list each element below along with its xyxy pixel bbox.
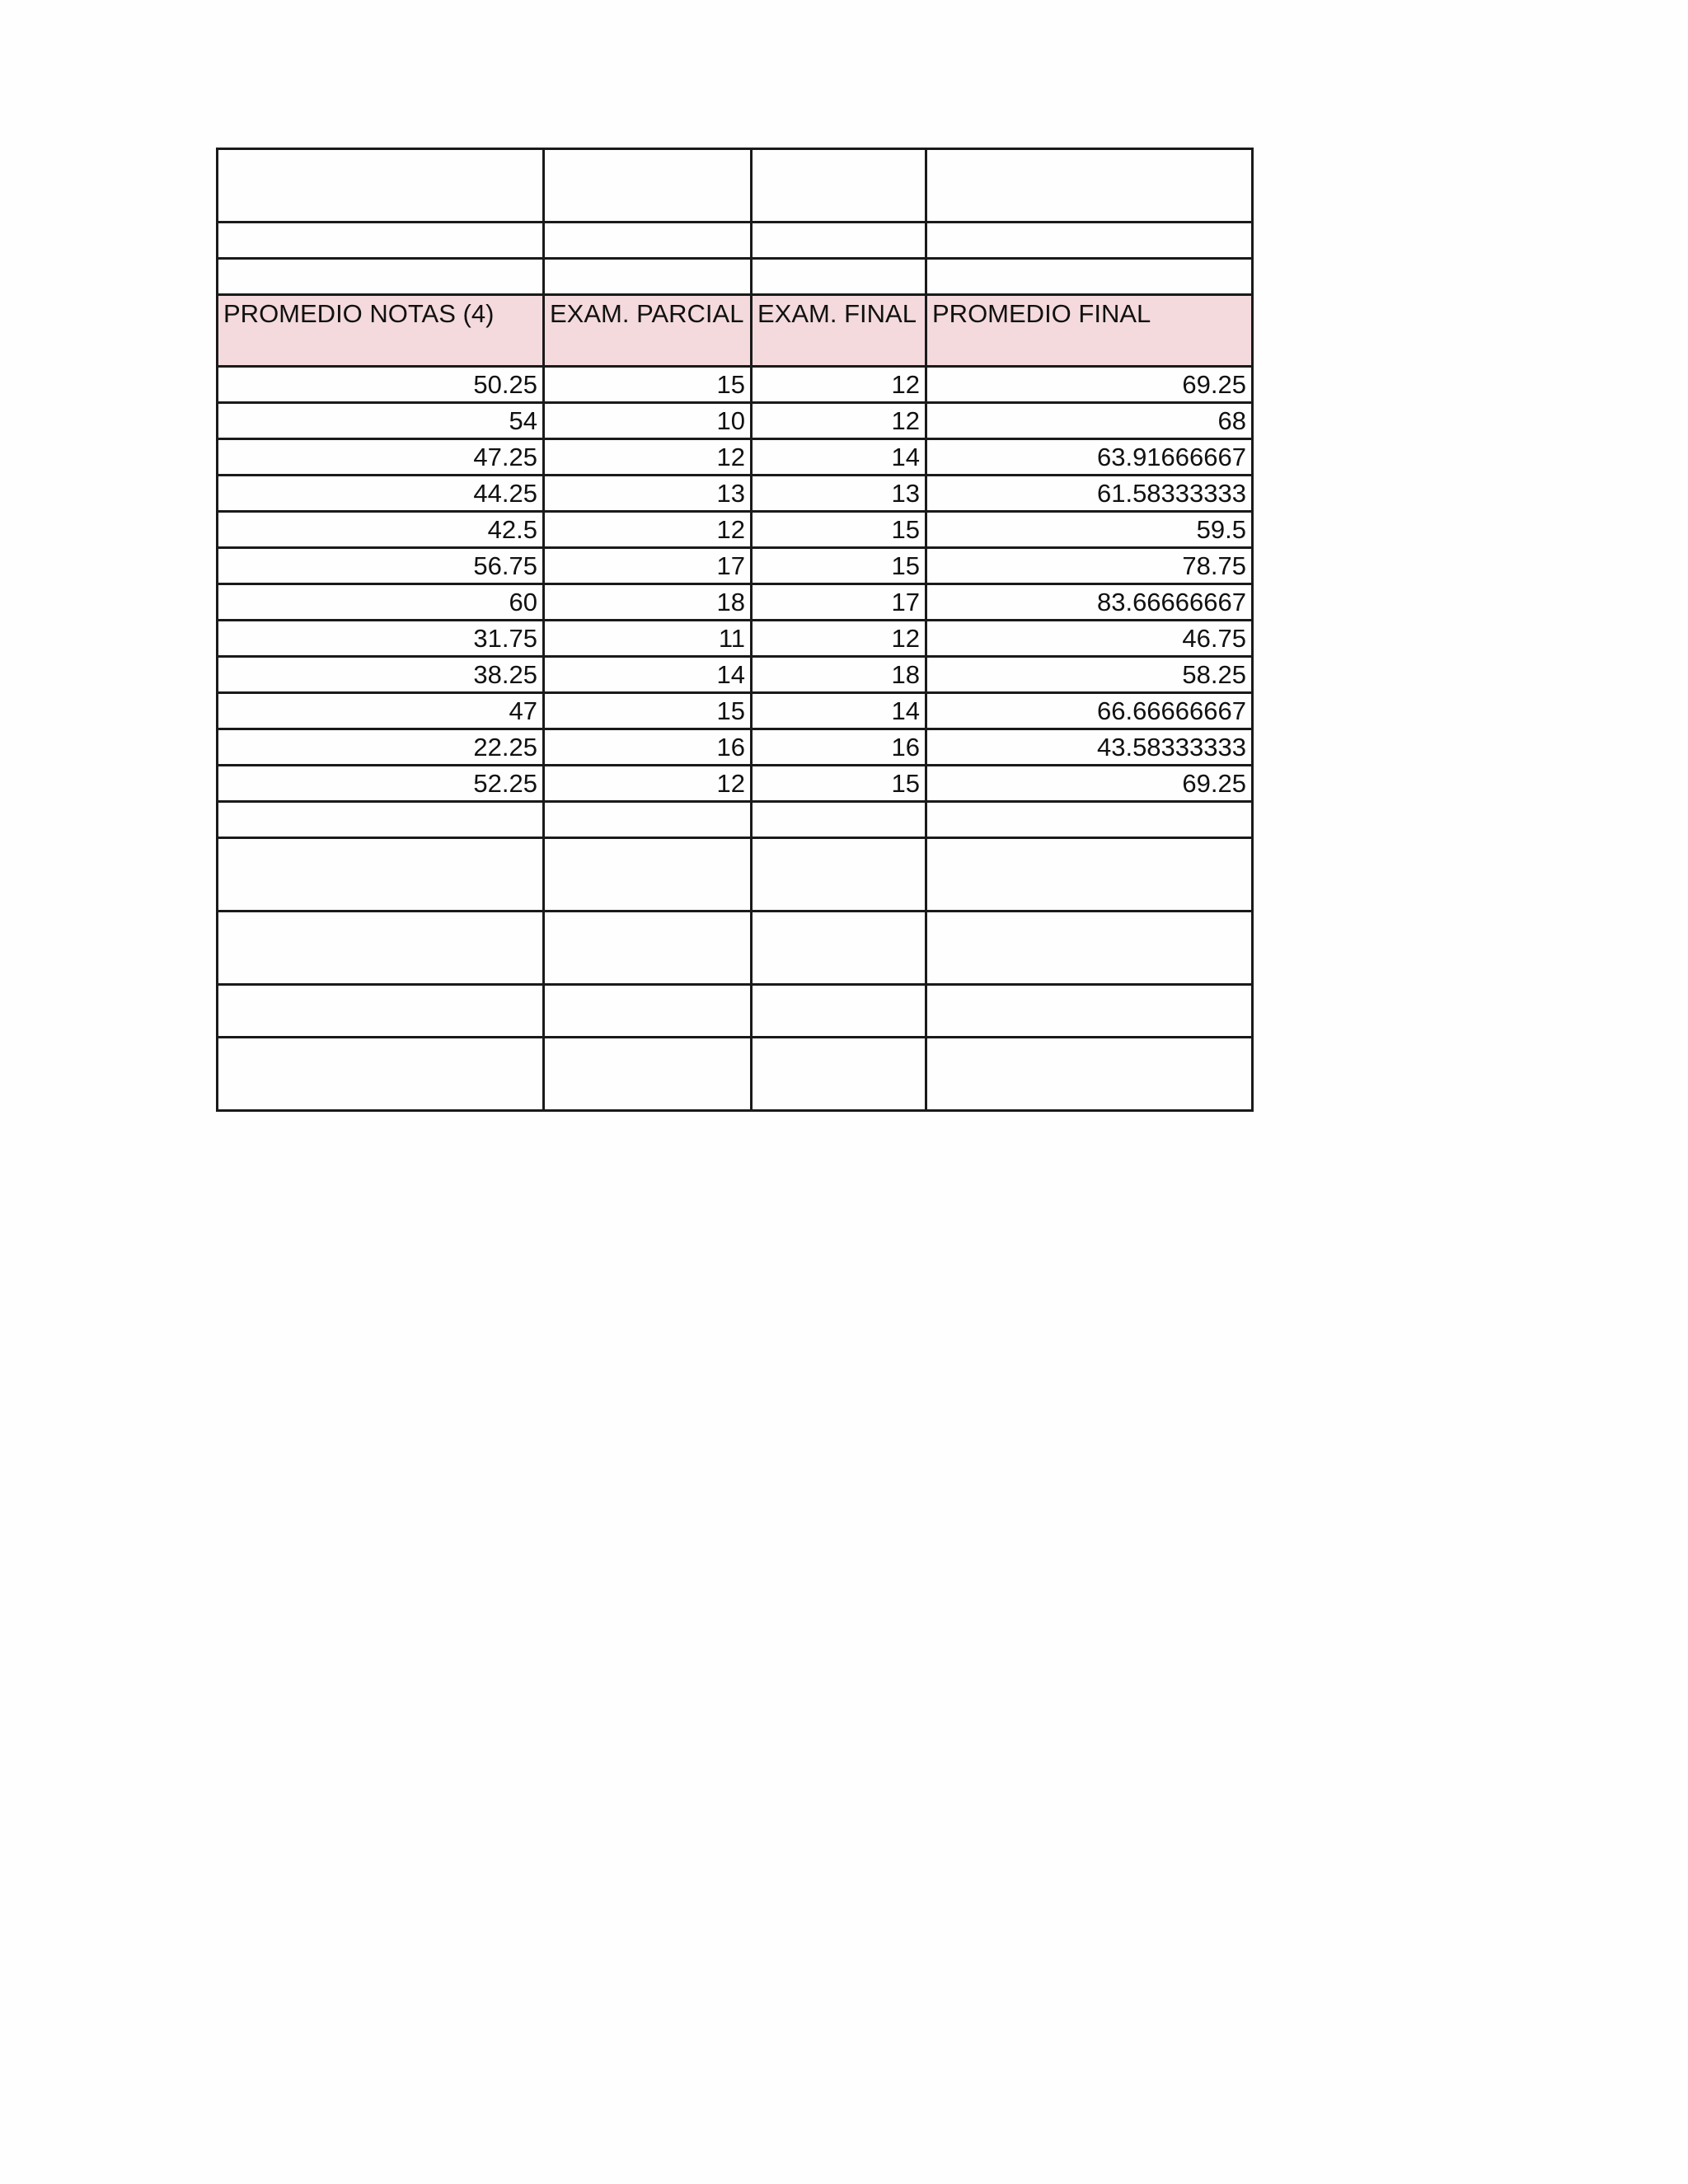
empty-cell[interactable] bbox=[218, 223, 544, 259]
empty-cell[interactable] bbox=[926, 838, 1253, 912]
empty-cell[interactable] bbox=[544, 149, 752, 223]
empty-cell[interactable] bbox=[752, 259, 926, 295]
cell-promedio-final[interactable]: 68 bbox=[926, 403, 1253, 439]
cell-promedio-notas[interactable]: 56.75 bbox=[218, 548, 544, 584]
cell-exam-final[interactable]: 15 bbox=[752, 512, 926, 548]
empty-cell[interactable] bbox=[752, 985, 926, 1038]
table-row bbox=[218, 439, 1253, 476]
empty-cell[interactable] bbox=[218, 1038, 544, 1111]
header-exam-parcial[interactable]: EXAM. PARCIAL bbox=[544, 295, 752, 367]
cell-promedio-notas[interactable]: 44.25 bbox=[218, 476, 544, 512]
empty-cell[interactable] bbox=[926, 912, 1253, 985]
empty-cell[interactable] bbox=[544, 838, 752, 912]
empty-cell[interactable] bbox=[926, 802, 1253, 838]
table-row bbox=[218, 766, 1253, 802]
cell-exam-final[interactable]: 16 bbox=[752, 729, 926, 766]
empty-cell[interactable] bbox=[926, 985, 1253, 1038]
empty-cell[interactable] bbox=[752, 1038, 926, 1111]
table-row bbox=[218, 512, 1253, 548]
cell-promedio-notas[interactable]: 60 bbox=[218, 584, 544, 621]
cell-exam-parcial[interactable]: 10 bbox=[544, 403, 752, 439]
table-row bbox=[218, 584, 1253, 621]
cell-promedio-final[interactable]: 63.91666667 bbox=[926, 439, 1253, 476]
cell-promedio-final[interactable]: 69.25 bbox=[926, 367, 1253, 403]
cell-exam-parcial[interactable]: 17 bbox=[544, 548, 752, 584]
empty-cell[interactable] bbox=[218, 985, 544, 1038]
empty-cell[interactable] bbox=[544, 223, 752, 259]
empty-cell[interactable] bbox=[218, 838, 544, 912]
empty-cell[interactable] bbox=[218, 912, 544, 985]
table-row bbox=[218, 476, 1253, 512]
cell-exam-parcial[interactable]: 15 bbox=[544, 367, 752, 403]
empty-cell[interactable] bbox=[218, 802, 544, 838]
cell-exam-final[interactable]: 12 bbox=[752, 367, 926, 403]
table-body bbox=[218, 149, 1253, 1111]
table-row bbox=[218, 548, 1253, 584]
empty-row bbox=[218, 802, 1253, 838]
cell-promedio-final[interactable]: 78.75 bbox=[926, 548, 1253, 584]
empty-cell[interactable] bbox=[544, 802, 752, 838]
cell-exam-parcial[interactable]: 18 bbox=[544, 584, 752, 621]
cell-promedio-final[interactable]: 59.5 bbox=[926, 512, 1253, 548]
table-row bbox=[218, 621, 1253, 657]
cell-promedio-notas[interactable]: 50.25 bbox=[218, 367, 544, 403]
cell-exam-final[interactable]: 14 bbox=[752, 439, 926, 476]
header-promedio-notas[interactable]: PROMEDIO NOTAS (4) bbox=[218, 295, 544, 367]
cell-promedio-final[interactable]: 66.66666667 bbox=[926, 693, 1253, 729]
empty-cell[interactable] bbox=[544, 985, 752, 1038]
empty-cell[interactable] bbox=[752, 149, 926, 223]
header-row bbox=[218, 295, 1253, 367]
cell-promedio-final[interactable]: 69.25 bbox=[926, 766, 1253, 802]
empty-cell[interactable] bbox=[544, 1038, 752, 1111]
empty-cell[interactable] bbox=[752, 223, 926, 259]
cell-promedio-notas[interactable]: 54 bbox=[218, 403, 544, 439]
cell-promedio-final[interactable]: 83.66666667 bbox=[926, 584, 1253, 621]
cell-promedio-notas[interactable]: 22.25 bbox=[218, 729, 544, 766]
cell-exam-final[interactable]: 15 bbox=[752, 766, 926, 802]
cell-exam-final[interactable]: 17 bbox=[752, 584, 926, 621]
header-promedio-final[interactable]: PROMEDIO FINAL bbox=[926, 295, 1253, 367]
cell-exam-final[interactable]: 15 bbox=[752, 548, 926, 584]
empty-cell[interactable] bbox=[926, 223, 1253, 259]
cell-exam-parcial[interactable]: 11 bbox=[544, 621, 752, 657]
empty-cell[interactable] bbox=[926, 149, 1253, 223]
cell-exam-parcial[interactable]: 12 bbox=[544, 512, 752, 548]
cell-promedio-final[interactable]: 43.58333333 bbox=[926, 729, 1253, 766]
cell-exam-final[interactable]: 13 bbox=[752, 476, 926, 512]
cell-exam-parcial[interactable]: 13 bbox=[544, 476, 752, 512]
empty-row bbox=[218, 259, 1253, 295]
cell-exam-parcial[interactable]: 12 bbox=[544, 766, 752, 802]
empty-row bbox=[218, 1038, 1253, 1111]
empty-cell[interactable] bbox=[752, 912, 926, 985]
cell-promedio-notas[interactable]: 38.25 bbox=[218, 657, 544, 693]
cell-promedio-final[interactable]: 61.58333333 bbox=[926, 476, 1253, 512]
header-exam-final[interactable]: EXAM. FINAL bbox=[752, 295, 926, 367]
empty-cell[interactable] bbox=[926, 259, 1253, 295]
empty-cell[interactable] bbox=[218, 149, 544, 223]
cell-exam-final[interactable]: 12 bbox=[752, 621, 926, 657]
cell-exam-parcial[interactable]: 14 bbox=[544, 657, 752, 693]
cell-exam-parcial[interactable]: 16 bbox=[544, 729, 752, 766]
cell-promedio-notas[interactable]: 52.25 bbox=[218, 766, 544, 802]
empty-cell[interactable] bbox=[218, 259, 544, 295]
empty-cell[interactable] bbox=[544, 259, 752, 295]
empty-cell[interactable] bbox=[926, 1038, 1253, 1111]
table-row bbox=[218, 729, 1253, 766]
cell-exam-final[interactable]: 12 bbox=[752, 403, 926, 439]
cell-promedio-notas[interactable]: 47.25 bbox=[218, 439, 544, 476]
empty-row bbox=[218, 985, 1253, 1038]
grades-table bbox=[216, 148, 1254, 1112]
cell-promedio-notas[interactable]: 31.75 bbox=[218, 621, 544, 657]
cell-promedio-notas[interactable]: 42.5 bbox=[218, 512, 544, 548]
cell-exam-final[interactable]: 14 bbox=[752, 693, 926, 729]
empty-row bbox=[218, 223, 1253, 259]
empty-row bbox=[218, 912, 1253, 985]
table-row bbox=[218, 693, 1253, 729]
empty-cell[interactable] bbox=[752, 838, 926, 912]
cell-promedio-final[interactable]: 46.75 bbox=[926, 621, 1253, 657]
table-row bbox=[218, 367, 1253, 403]
cell-exam-parcial[interactable]: 15 bbox=[544, 693, 752, 729]
empty-row bbox=[218, 149, 1253, 223]
cell-exam-parcial[interactable]: 12 bbox=[544, 439, 752, 476]
cell-promedio-final[interactable]: 58.25 bbox=[926, 657, 1253, 693]
empty-row bbox=[218, 838, 1253, 912]
cell-promedio-notas[interactable]: 47 bbox=[218, 693, 544, 729]
empty-cell[interactable] bbox=[752, 802, 926, 838]
empty-cell[interactable] bbox=[544, 912, 752, 985]
table-row bbox=[218, 657, 1253, 693]
cell-exam-final[interactable]: 18 bbox=[752, 657, 926, 693]
table-row bbox=[218, 403, 1253, 439]
